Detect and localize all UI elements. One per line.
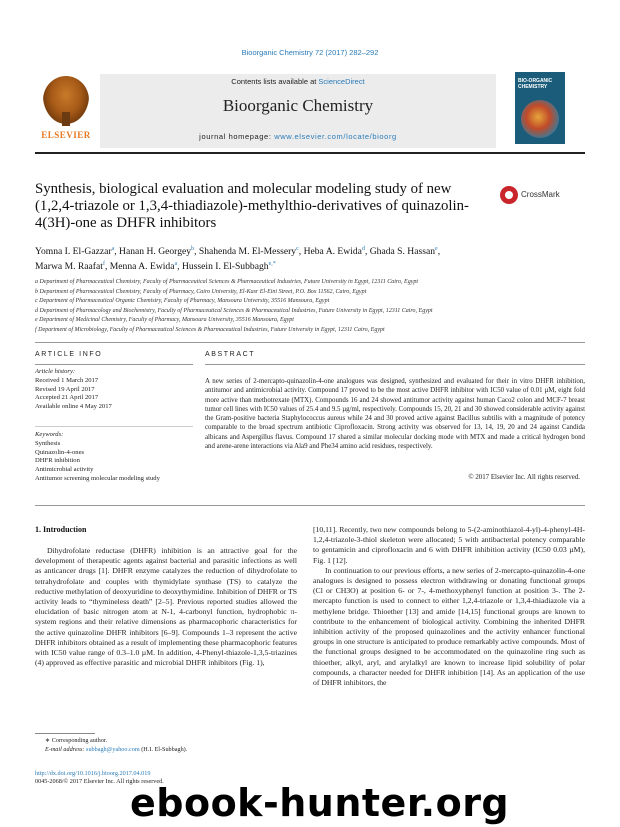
cover-artwork [521, 100, 559, 138]
author-name[interactable]: Ghada S. Hassan [369, 246, 436, 258]
affiliation-marker[interactable]: e [435, 246, 438, 252]
contents-line [100, 77, 496, 86]
journal-homepage [100, 132, 496, 141]
keywords-label: Keywords: [35, 431, 64, 438]
affiliation-marker[interactable]: a [174, 261, 178, 268]
affiliation-marker[interactable]: b [191, 246, 195, 252]
tree-trunk [62, 112, 70, 126]
keyword-item: DHFR inhibition [35, 457, 80, 465]
affiliation-item: e Department of Medicinal Chemistry, Faculty of Pharmacy, Mansoura University, 35516 Mansoura, Egypt [35, 317, 294, 324]
article-history [35, 368, 193, 412]
history-list [35, 377, 193, 412]
publisher-wordmark: ELSEVIER [41, 130, 91, 140]
author-name[interactable]: Shahenda M. El-Messery [198, 246, 297, 258]
footnote-divider [35, 733, 95, 734]
article-info-divider [35, 364, 193, 365]
body-divider [35, 505, 585, 506]
history-item: Accepted 21 April 2017 [35, 394, 99, 402]
cover-title: BIO-ORGANIC CHEMISTRY [518, 78, 553, 90]
history-item: Revised 19 April 2017 [35, 385, 95, 393]
contents-prefix: Contents lists available at [231, 77, 319, 86]
affiliation-item: a Department of Pharmaceutical Chemistry, Faculty of Pharmaceutical Sciences & Pharmaceutical Industries, Future University in Egypt, 12311 Cairo, Egypt [35, 279, 419, 285]
abstract-divider [205, 364, 585, 365]
keyword-item: Antitumor screening molecular modeling study [35, 474, 160, 482]
journal-reference[interactable]: Bioorganic Chemistry 72 (2017) 282–292 [241, 48, 379, 57]
email-suffix: (H.I. El-Subbagh). [139, 746, 188, 754]
crossmark-button[interactable] [500, 186, 580, 204]
affiliation-marker[interactable]: f [102, 261, 105, 268]
keyword-item: Synthesis [35, 439, 61, 447]
body-column-right [313, 525, 585, 688]
author-name[interactable]: Menna A. Ewida [109, 261, 175, 273]
history-item: Received 1 March 2017 [35, 376, 99, 384]
author-name[interactable]: Hussein I. El-Subbagh [181, 261, 269, 273]
journal-title: Bioorganic Chemistry [222, 96, 374, 115]
crossmark-label: CrossMark [521, 190, 560, 199]
article-title: Synthesis, biological evaluation and molecular modeling study of new (1,2,4-triazole or 1,3,4-thiadiazole)-methylthio-derivatives of quinazolin-4(3H)-one as DHFR inhibitors [35, 181, 469, 231]
author-list [35, 243, 585, 273]
issn-line: 0045-2068/© 2017 Elsevier Inc. All rights reserved. [35, 778, 164, 785]
elsevier-logo[interactable] [35, 72, 97, 146]
intro-paragraph-1: Dihydrofolate reductase (DHFR) inhibition is an attractive goal for the development of therapeutic agents against bacterial and parasitic infections as well as anticancer drugs [1]. DHFR enzyme catalyzes the reduction of dihydrofolate to tetrahydrofolate and couples with thymidylate synthase (TS) to catalyze the reductive methylation of deoxyuridine to deoxythymidine. Inhibition of DHFR or TS activity leads to “thymineless death” [2–5]. Previous reported studies allowed the elucidation of basic nitrogen atom at N-1, 4-carbonyl function, hydrophobic π-system regions and their relative dimensions as pharmacophoric characteristics for the active quinazoline DHFR inhibitors [6–9]. Compounds 1–3 represent the active DHFR inhibitors obtained as a result of implementing these pharmacophoric features with IC50 value range of 0.3–1.0 µM. In addition, 4-Phenyl-thiazole-1,3,5-triazines (4) approved as effective parasitic and microbial DHFR inhibitors (Fig. 1), [35, 546, 297, 668]
abstract-copyright: © 2017 Elsevier Inc. All rights reserved. [468, 474, 580, 481]
abstract-text: A new series of 2-mercapto-quinazolin-4-one analogues was designed, synthesized and evaluated for their in vitro DHFR inhibition, antitumor and antimicrobial activity. Compound 17 proved to be the most active DHFR inhibitor with IC50 value of 0.01 µM, eight fold more active than methotrexate (MTX). Compounds 16 and 24 showed antitumor activity against human Caco2 colon and MCF-7 breast tumor cell lines with IC50 values of 25.4 and 9.5 µg/ml, respectively. Compounds 15, 20, 21 and 30 showed considerable activity against the Gram-positive bacteria Staphylococcus aureus while 24 and 30 proved active against Bacillus subtilis with a magnitude of potency comparable to the broad spectrum antibiotic Ciprofloxacin. Strong activity was observed for 13, 14, 19, 20 and 24 against Candida albicans and Aspergillus flavus. Compound 17 shared a similar molecular docking mode with MTX and made a critical hydrogen bond and arene-arene interactions via Ala9 and Phe34 amino acid residues, respectively. [205, 378, 585, 450]
email-label: E-mail address: [45, 746, 87, 754]
section-heading-introduction: 1. Introduction [35, 525, 87, 534]
affiliations [35, 278, 585, 336]
affiliation-item: f Department of Microbiology, Faculty of Pharmaceutical Sciences & Pharmaceutical Industries, Future University in Egypt, 12311 Cairo, Egypt [35, 326, 385, 333]
homepage-link[interactable]: www.elsevier.com/locate/bioorg [274, 132, 397, 141]
author-name[interactable]: Heba A. Ewida [303, 246, 362, 258]
affiliation-marker[interactable]: e,* [268, 261, 276, 268]
watermark-text: ebook-hunter.org [130, 781, 510, 825]
intro-paragraph-2: [10,11]. Recently, two new compounds belong to 5-(2-aminothiazol-4-yl)-4-phenyl-4H-1,2,4-triazole-3-thiol skeleton were allocated; 5 with antibacterial potency comparable to gentamicin and ciprofloxacin and 6 with DHFR inhibition activity (IC50 0.03 µM), Fig. 1 [12]. [313, 525, 585, 565]
keyword-list [35, 440, 193, 484]
corresponding-author-note: ∗ Corresponding author. [45, 737, 108, 744]
affiliations-divider [35, 342, 585, 343]
affiliation-item: b Department of Pharmaceutical Chemistry, Faculty of Pharmacy, Cairo University, El-Kasr El-Eini Street, P.O. Box 11562, Cairo, Egypt [35, 288, 367, 295]
header-divider [35, 152, 585, 154]
history-label: Article history: [35, 368, 76, 375]
affiliation-marker[interactable]: c [296, 246, 299, 252]
history-item: Available online 4 May 2017 [35, 403, 112, 411]
body-column-left [35, 546, 297, 668]
keywords [35, 431, 193, 484]
sciencedirect-link[interactable]: ScienceDirect [318, 77, 365, 86]
authors-line-1: Yomna I. El-Gazzar$^a$, Hanan H. Georgey$^b$, Shahenda M. El-Messery$^c$, Heba A. Ewida$^d$, Ghada S. Hassan$^e$, [35, 246, 441, 258]
email-link[interactable]: subbagh@yahoo.com [86, 746, 140, 754]
doi-link[interactable]: http://dx.doi.org/10.1016/j.bioorg.2017.04.019 [35, 770, 151, 777]
author-name[interactable]: Hanan H. Georgey [119, 246, 192, 258]
intro-paragraph-3: In continuation to our previous efforts, a new series of 2-mercapto-quinazolin-4-one analogues is designed to possess electron withdrawing or donating functional groups (Cl or CH3O) at position 6- or 7-, 4-methoxyphenyl function at position 3-. The 2-mercapto function is used to connect to either 1,2,4-triazole or 1,3,4-thiadiazole via a methylene bridge. Thioether [13] and amide [14,15] functional groups are known to contribute to the enhancement of biological activity. Combining the inherited DHFR inhibition activity of the proposed quinazolines and the activity enhancer functional groups in one structure is anticipated to produce remarkably active compounds. Most of the functional groups designed to be accommodated on the quinazoline ring such as thioether, alkyl, aryl, and arylalkyl are known to increase lipid solubility of polar compounds, a character needed for DHFR inhibition [14]. As an application of the use of DHFR inhibitors, the [313, 565, 585, 688]
author-name[interactable]: Yomna I. El-Gazzar [35, 246, 112, 258]
affiliation-item: c Department of Pharmaceutical Organic Chemistry, Faculty of Pharmacy, Mansoura University, 35516 Mansoura, Egypt [35, 298, 330, 305]
keyword-item: Antimicrobial activity [35, 466, 94, 474]
affiliation-item: d Department of Pharmacology and Biochemistry, Faculty of Pharmaceutical Sciences & Pharmaceutical Industries, Future University in Egypt, 12311 Cairo, Egypt [35, 307, 433, 314]
footnote [35, 736, 297, 755]
journal-cover-image[interactable] [515, 72, 565, 144]
abstract-heading: ABSTRACT [205, 351, 256, 358]
article-info-heading: ARTICLE INFO [35, 351, 103, 358]
homepage-prefix: journal homepage: [199, 132, 275, 141]
author-name[interactable]: Marwa M. Raafat [35, 261, 103, 273]
authors-line-2: Marwa M. Raafat$^f$, Menna A. Ewida$^a$, Hussein I. El-Subbagh$^{e,*}$ [35, 261, 276, 273]
crossmark-icon [500, 186, 518, 204]
affiliation-marker[interactable]: d [361, 246, 365, 252]
keyword-item: Quinazolin-4-ones [35, 448, 85, 456]
history-divider [35, 426, 193, 427]
affiliation-marker[interactable]: a [111, 246, 115, 252]
